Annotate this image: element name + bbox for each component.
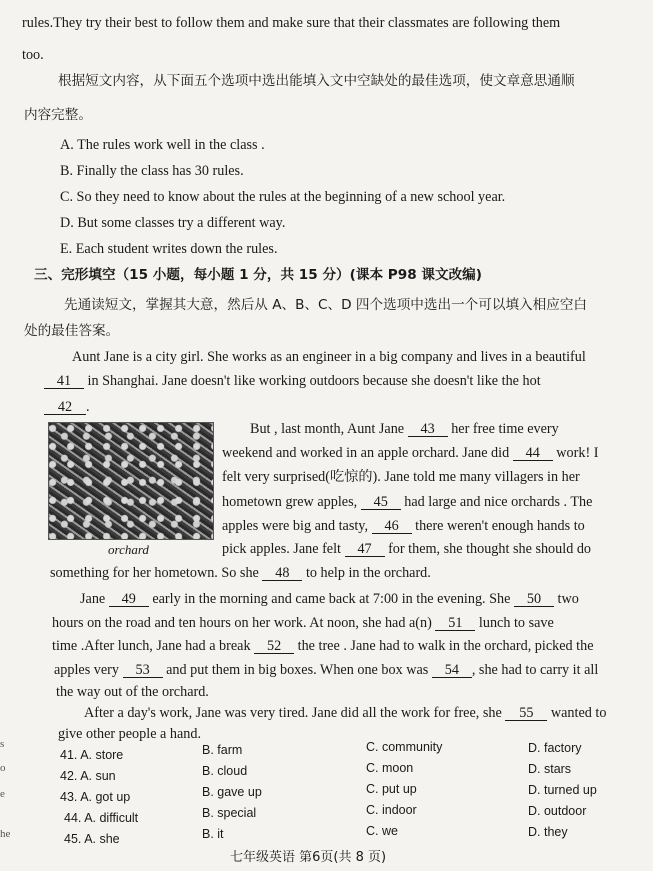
blank-50: 50 — [514, 592, 554, 607]
blank-53: 53 — [123, 663, 163, 678]
orchard-photo — [48, 422, 214, 540]
passage-p3-line-1: Jane 49 early in the morning and came back at 7:00 in the evening. She 50 two — [80, 591, 579, 607]
reading-instruction-line-2: 内容完整。 — [24, 107, 92, 123]
question-45: 45. A. she — [64, 832, 120, 846]
blank-49: 49 — [109, 592, 149, 607]
question-41-option-b: B. farm — [202, 743, 243, 757]
blank-45: 45 — [361, 495, 401, 510]
question-42-option-c: C. moon — [366, 761, 414, 775]
blank-46: 46 — [372, 519, 412, 534]
passage-p2-line-7: something for her hometown. So she 48 to help in the orchard. — [50, 565, 431, 581]
edge-mark: e — [0, 788, 5, 800]
reading-instruction-line-1: 根据短文内容，从下面五个选项中选出能填入文中空缺处的最佳选项，使文章意思通顺 — [58, 73, 575, 89]
reading-option-a: A. The rules work well in the class . — [60, 137, 265, 153]
reading-option-b: B. Finally the class has 30 rules. — [60, 163, 244, 179]
edge-mark: s — [0, 738, 5, 750]
passage-p4-line-1: After a day's work, Jane was very tired. Jane did all the work for free, she 55 wanted to — [84, 705, 607, 721]
passage-p3-line-4: apples very 53 and put them in big boxes. When one box was 54 , she had to carry it all — [54, 662, 599, 678]
blank-51: 51 — [435, 616, 475, 631]
passage-p3-line-5: the way out of the orchard. — [56, 684, 209, 700]
question-43-option-c: C. put up — [366, 782, 417, 796]
question-41: 41. A. store — [60, 748, 124, 762]
passage-p2-line-4: hometown grew apples, 45 had large and nice orchards . The — [222, 494, 593, 510]
passage-p1-line-1: Aunt Jane is a city girl. She works as an engineer in a big company and lives in a beautiful — [72, 349, 586, 365]
blank-42: 42 — [44, 400, 86, 415]
passage-p2-line-6: pick apples. Jane felt 47 for them, she thought she should do — [222, 541, 592, 557]
question-44-option-c: C. indoor — [366, 803, 417, 817]
blank-47: 47 — [345, 542, 385, 557]
question-45-option-c: C. we — [366, 824, 398, 838]
reading-continuation-line-2: too. — [22, 47, 44, 63]
question-41-option-d: D. factory — [528, 741, 582, 755]
photo-caption: orchard — [108, 542, 149, 557]
passage-p1-line-2: 41 in Shanghai. Jane doesn't like working outdoors because she doesn't like the hot — [44, 372, 541, 390]
question-41-option-c: C. community — [366, 740, 443, 754]
blank-44: 44 — [513, 446, 553, 461]
blank-55: 55 — [505, 706, 547, 721]
question-43-option-b: B. gave up — [202, 785, 262, 799]
question-42-option-b: B. cloud — [202, 764, 248, 778]
blank-43: 43 — [408, 422, 448, 437]
passage-p2-line-3: felt very surprised(吃惊的). Jane told me many villagers in her — [222, 469, 580, 485]
question-44: 44. A. difficult — [64, 811, 139, 825]
reading-option-c: C. So they need to know about the rules at the beginning of a new school year. — [60, 189, 506, 205]
question-43: 43. A. got up — [60, 790, 131, 804]
reading-continuation-line-1: rules.They try their best to follow them and make sure that their classmates are following them — [22, 15, 561, 31]
question-42-option-d: D. stars — [528, 762, 572, 776]
cloze-section-title: 三、完形填空（15 小题，每小题 1 分，共 15 分）(课本 P98 课文改编) — [34, 267, 482, 283]
passage-p3-line-2: hours on the road and ten hours on her work. At noon, she had a(n) 51 lunch to save — [52, 615, 554, 631]
question-42: 42. A. sun — [60, 769, 116, 783]
blank-54: 54 — [432, 663, 472, 678]
question-44-option-b: B. special — [202, 806, 257, 820]
passage-p2-line-1: But , last month, Aunt Jane 43 her free time every — [250, 421, 559, 437]
passage-p1-line-3: 42 . — [44, 398, 90, 416]
page-footer: 七年级英语 第6页(共 8 页) — [230, 850, 387, 865]
cloze-instruction-line-1: 先通读短文，掌握其大意，然后从 A、B、C、D 四个选项中选出一个可以填入相应空白 — [64, 297, 588, 313]
passage-p3-line-3: time .After lunch, Jane had a break 52 the tree . Jane had to walk in the orchard, picked the — [52, 638, 594, 654]
cloze-instruction-line-2: 处的最佳答案。 — [24, 323, 120, 339]
blank-41: 41 — [44, 374, 84, 389]
passage-p2-line-2: weekend and worked in an apple orchard. Jane did 44 work! I — [222, 445, 599, 461]
question-44-option-d: D. outdoor — [528, 804, 587, 818]
edge-mark: o — [0, 762, 6, 774]
question-45-option-b: B. it — [202, 827, 224, 841]
passage-p4-line-2: give other people a hand. — [58, 726, 202, 742]
edge-mark: he — [0, 828, 11, 840]
blank-48: 48 — [262, 566, 302, 581]
question-45-option-d: D. they — [528, 825, 568, 839]
question-43-option-d: D. turned up — [528, 783, 597, 797]
reading-option-e: E. Each student writes down the rules. — [60, 241, 278, 257]
blank-52: 52 — [254, 639, 294, 654]
reading-option-d: D. But some classes try a different way. — [60, 215, 286, 231]
passage-p2-line-5: apples were big and tasty, 46 there weren't enough hands to — [222, 518, 585, 534]
